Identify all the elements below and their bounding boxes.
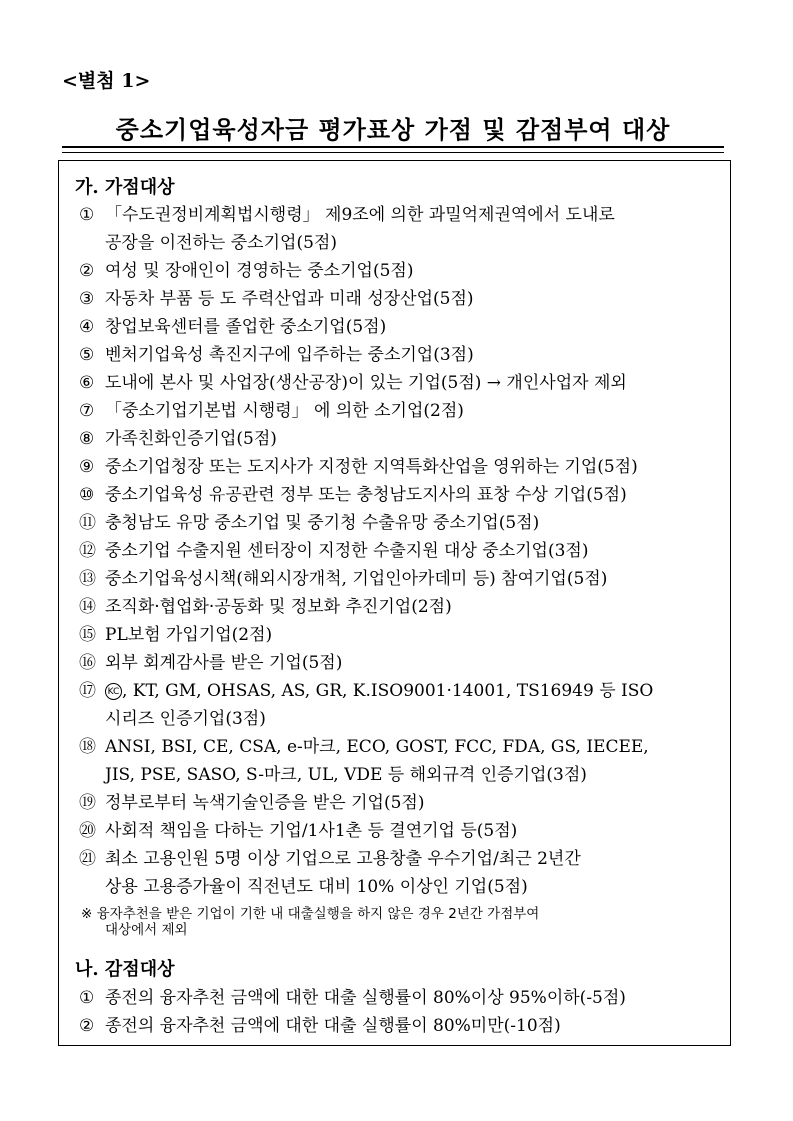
item-number: ⑩ [79,485,95,505]
item-number: ⑰ [79,681,96,701]
list-item [79,481,719,509]
list-item [79,201,719,257]
note-text-cont: 대상에서 제외 [105,922,188,938]
item-text: 창업보육센터를 졸업한 중소기업(5점) [105,317,387,337]
list-item [79,509,719,537]
item-number: ⑲ [79,793,96,813]
attachment-label: <별첨 1> [62,70,151,92]
item-number: ① [79,205,95,225]
list-item [79,397,719,425]
item-number: ⑯ [79,653,96,673]
item-number: ⑧ [79,429,95,449]
section-a-title: 가. 가점대상 [75,177,175,198]
item-number: ⑦ [79,401,95,421]
list-item [79,453,719,481]
note [81,906,721,938]
item-number: ⑭ [79,597,96,617]
item-text: 충청남도 유망 중소기업 및 중기청 수출유망 중소기업(5점) [105,513,540,533]
item-number: ⑮ [79,625,96,645]
list-item [79,733,719,789]
list-item [79,817,719,845]
item-number: ⑫ [79,541,96,561]
item-number: ④ [79,317,95,337]
item-text: 정부로부터 녹색기술인증을 받은 기업(5점) [105,793,425,813]
list-item [79,537,719,565]
section-b-title: 나. 감점대상 [75,959,175,980]
title-underline-thick [62,146,724,148]
item-text: 벤처기업육성 촉진지구에 입주하는 중소기업(3점) [105,345,474,365]
item-number: ㉑ [79,849,96,869]
note-symbol: ※ [81,906,93,922]
item-text-cont: 공장을 이전하는 중소기업(5점) [105,233,337,253]
item-text: 중소기업육성시책(해외시장개척, 기업인아카데미 등) 참여기업(5점) [105,569,608,589]
note-text: 융자추천을 받은 기업이 기한 내 대출실행을 하지 않은 경우 2년간 가점부여 [96,906,540,922]
item-number: ① [79,988,95,1008]
content-box [58,160,731,1046]
list-item [79,341,719,369]
title-underline-thin [62,152,724,153]
list-item [79,789,719,817]
item-text: 가족친화인증기업(5점) [105,429,277,449]
list-item [79,593,719,621]
item-text: 도내에 본사 및 사업장(생산공장)이 있는 기업(5점) → 개인사업자 제외 [105,373,627,393]
page-title: 중소기업육성자금 평가표상 가점 및 감점부여 대상 [115,115,671,144]
item-number: ⑨ [79,457,95,477]
item-number: ⑪ [79,513,96,533]
item-text-cont: 시리즈 인증기업(3점) [105,709,266,729]
item-text: 중소기업 수출지원 센터장이 지정한 수출지원 대상 중소기업(3점) [105,541,589,561]
list-item [79,257,719,285]
item-text: 「수도권정비계획법시행령」 제9조에 의한 과밀억제권역에서 도내로 [105,205,615,225]
list-item [79,565,719,593]
list-item [79,649,719,677]
kc-mark-icon: KC [105,683,122,700]
item-number: ⑬ [79,569,96,589]
item-text-cont: 상용 고용증가율이 직전년도 대비 10% 이상인 기업(5점) [105,877,528,897]
item-number: ⑳ [79,821,96,841]
item-number: ⑥ [79,373,95,393]
item-number: ⑱ [79,737,96,757]
item-text: ANSI, BSI, CE, CSA, e-마크, ECO, GOST, FCC, FDA, GS, IECEE, [105,737,649,757]
item-text: 사회적 책임을 다하는 기업/1사1촌 등 결연기업 등(5점) [105,821,518,841]
item-text: 종전의 융자추천 금액에 대한 대출 실행률이 80%이상 95%이하(-5점) [105,988,626,1008]
item-text: PL보험 가입기업(2점) [105,625,273,645]
item-text: 조직화·협업화·공동화 및 정보화 추진기업(2점) [105,597,452,617]
item-number: ⑤ [79,345,95,365]
list-item [79,621,719,649]
item-text: 종전의 융자추천 금액에 대한 대출 실행률이 80%미만(-10점) [105,1016,561,1036]
item-number: ② [79,1016,95,1036]
item-text: 중소기업육성 유공관련 정부 또는 충청남도지사의 표창 수상 기업(5점) [105,485,627,505]
item-text: 자동차 부품 등 도 주력산업과 미래 성장산업(5점) [105,289,474,309]
list-item [79,313,719,341]
item-text: 최소 고용인원 5명 이상 기업으로 고용창출 우수기업/최근 2년간 [105,849,581,869]
list-item [79,369,719,397]
list-item [79,285,719,313]
list-item [79,1012,719,1040]
item-number: ② [79,261,95,281]
item-text: 외부 회계감사를 받은 기업(5점) [105,653,343,673]
list-item [79,984,719,1012]
item-number: ③ [79,289,95,309]
item-text: 「중소기업기본법 시행령」 에 의한 소기업(2점) [105,401,464,421]
list-item [79,677,719,733]
list-item [79,425,719,453]
list-item [79,845,719,901]
item-text-cont: JIS, PSE, SASO, S-마크, UL, VDE 등 해외규격 인증기업(3점) [105,765,587,785]
item-text: 중소기업청장 또는 도지사가 지정한 지역특화산업을 영위하는 기업(5점) [105,457,638,477]
item-text: 여성 및 장애인이 경영하는 중소기업(5점) [105,261,414,281]
item-text: , KT, GM, OHSAS, AS, GR, K.ISO9001·14001, TS16949 등 ISO [122,681,654,701]
